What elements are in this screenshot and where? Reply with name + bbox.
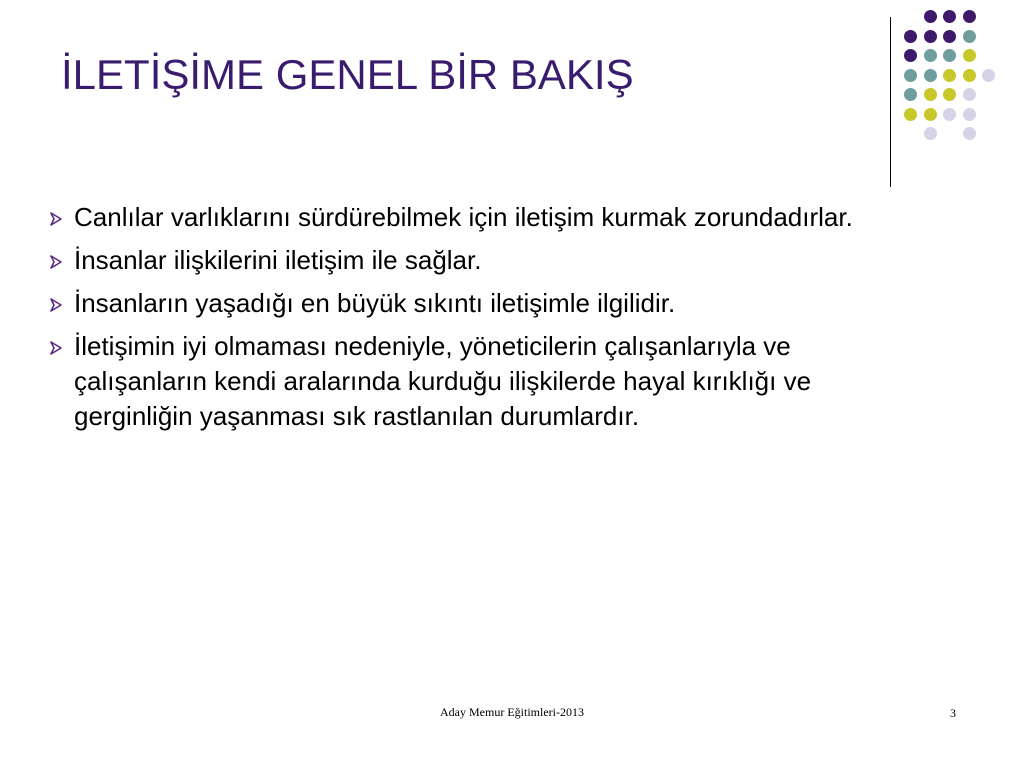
decoration-dot (904, 108, 917, 121)
arrow-right-icon (48, 211, 64, 227)
decoration-dot (924, 49, 937, 62)
decoration-dot (943, 108, 956, 121)
decoration-dot (904, 49, 917, 62)
bullet-item (48, 286, 888, 321)
bullet-text: İletişimin iyi olmaması nedeniyle, yöneticilerin çalışanlarıyla ve çalışanların kendi aralarında kurduğu ilişkilerde hayal kırıklığı ve gerginliğin yaşanması sık rastlanılan durumlardır. (74, 331, 812, 431)
decoration-dot (963, 108, 976, 121)
decoration-dot (924, 88, 937, 101)
arrow-right-icon (48, 340, 64, 356)
decoration-dot (963, 88, 976, 101)
bullet-text: İnsanlar ilişkilerini iletişim ile sağlar. (74, 245, 482, 275)
slide-title: İLETİŞİME GENEL BİR BAKIŞ (61, 51, 634, 98)
decoration-dot (924, 127, 937, 140)
decoration-dot (943, 49, 956, 62)
decoration-dot (943, 88, 956, 101)
bullet-text: Canlılar varlıklarını sürdürebilmek için iletişim kurmak zorundadırlar. (74, 202, 853, 232)
footer-text: Aday Memur Eğitimleri-2013 (440, 705, 584, 719)
decoration-dot (963, 10, 976, 23)
page-number: 3 (950, 706, 956, 720)
decoration-dot (904, 30, 917, 43)
title-divider (890, 17, 891, 187)
bullet-item (48, 200, 888, 235)
arrow-right-icon (48, 254, 64, 270)
decoration-dot (963, 127, 976, 140)
decoration-dot (963, 69, 976, 82)
bullet-item (48, 243, 888, 278)
decoration-dot (924, 30, 937, 43)
decoration-dot (963, 49, 976, 62)
decoration-dot (943, 69, 956, 82)
decoration-dot (943, 10, 956, 23)
bullet-item (48, 329, 888, 434)
decoration-dot (924, 69, 937, 82)
bullet-list (48, 200, 888, 442)
decoration-dot (943, 30, 956, 43)
decoration-dot (963, 30, 976, 43)
arrow-right-icon (48, 297, 64, 313)
decoration-dot (904, 88, 917, 101)
dot-grid-decoration (904, 10, 1014, 170)
decoration-dot (924, 10, 937, 23)
bullet-text: İnsanların yaşadığı en büyük sıkıntı iletişimle ilgilidir. (74, 288, 676, 318)
decoration-dot (924, 108, 937, 121)
decoration-dot (982, 69, 995, 82)
decoration-dot (904, 69, 917, 82)
